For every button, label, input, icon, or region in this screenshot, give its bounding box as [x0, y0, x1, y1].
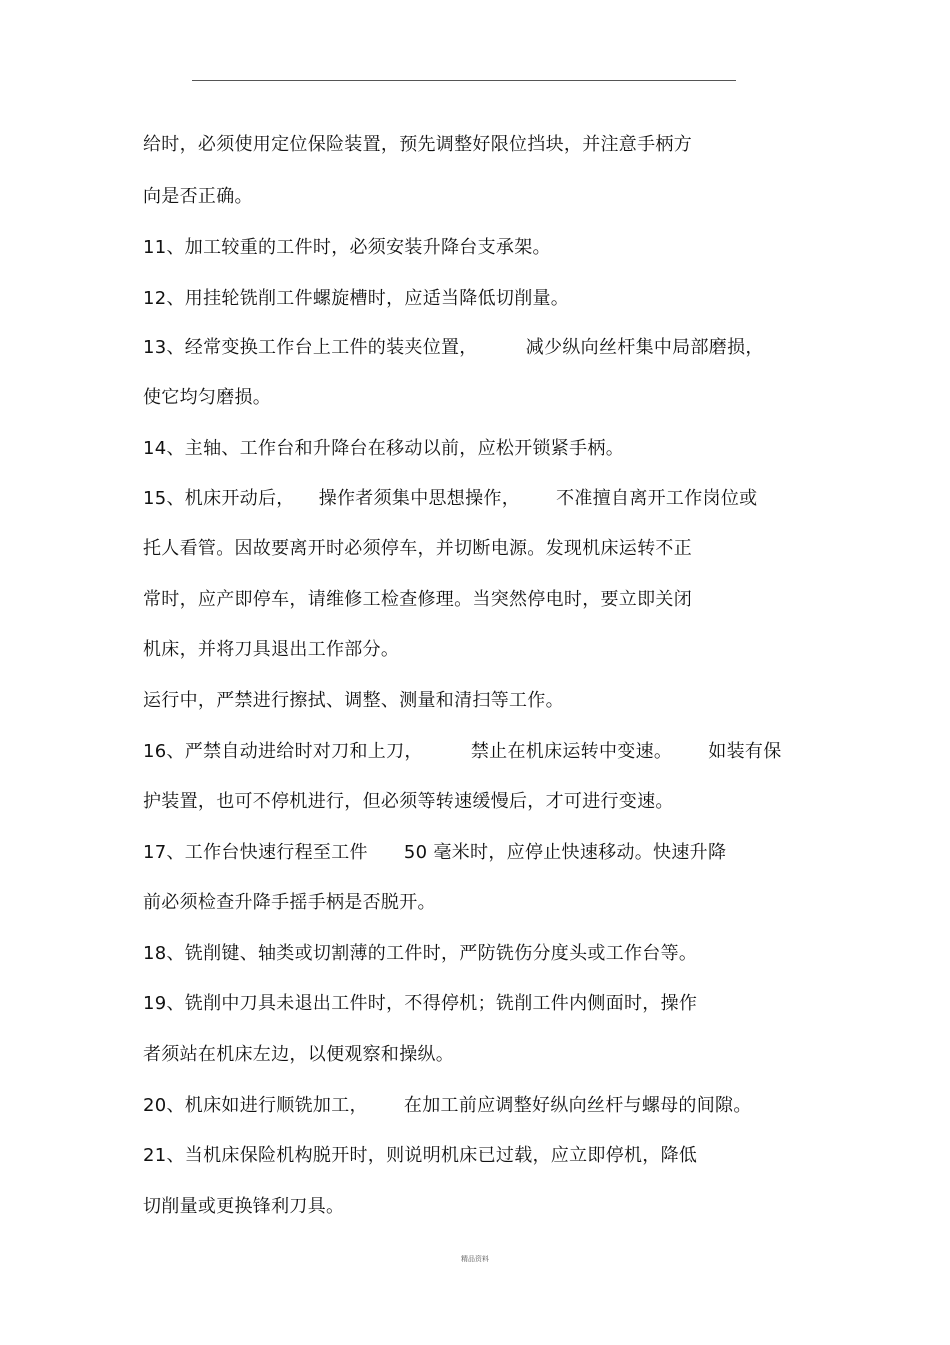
- text-line: 15、机床开动后， 操作者须集中思想操作， 不准擅自离开工作岗位或: [143, 488, 758, 509]
- text-line: 者须站在机床左边，以便观察和操纵。: [143, 1044, 455, 1065]
- header-rule: [192, 80, 736, 81]
- text-line: 托人看管。因故要离开时必须停车，并切断电源。发现机床运转不正: [143, 538, 692, 559]
- text-line: 14、主轴、工作台和升降台在移动以前，应松开锁紧手柄。: [143, 438, 625, 459]
- text-line: 21、当机床保险机构脱开时，则说明机床已过载，应立即停机，降低: [143, 1145, 698, 1166]
- text-line: 17、工作台快速行程至工件 50 毫米时，应停止快速移动。快速升降: [143, 842, 727, 863]
- text-line: 18、铣削键、轴类或切割薄的工件时，严防铣伤分度头或工作台等。: [143, 943, 698, 964]
- text-line: 20、机床如进行顺铣加工， 在加工前应调整好纵向丝杆与螺母的间隙。: [143, 1095, 752, 1116]
- text-line: 16、严禁自动进给时对刀和上刀， 禁止在机床运转中变速。 如装有保: [143, 741, 782, 762]
- text-line: 12、用挂轮铣削工件螺旋槽时，应适当降低切削量。: [143, 288, 570, 309]
- text-line: 使它均匀磨损。: [143, 387, 272, 408]
- text-line: 护装置，也可不停机进行，但必须等转速缓慢后，才可进行变速。: [143, 791, 674, 812]
- text-line: 切削量或更换锋利刀具。: [143, 1196, 345, 1217]
- text-line: 前必须检查升降手摇手柄是否脱开。: [143, 892, 436, 913]
- text-line: 向是否正确。: [143, 186, 253, 207]
- text-line: 给时，必须使用定位保险装置，预先调整好限位挡块，并注意手柄方: [143, 134, 692, 155]
- text-line: 13、经常变换工作台上工件的装夹位置， 减少纵向丝杆集中局部磨损，: [143, 337, 764, 358]
- text-line: 运行中，严禁进行擦拭、调整、测量和清扫等工作。: [143, 690, 564, 711]
- text-line: 机床，并将刀具退出工作部分。: [143, 639, 400, 660]
- text-line: 常时，应产即停车，请维修工检查修理。当突然停电时，要立即关闭: [143, 589, 692, 610]
- text-line: 19、铣削中刀具未退出工件时，不得停机；铣削工件内侧面时，操作: [143, 993, 698, 1014]
- text-line: 11、加工较重的工件时，必须安装升降台支承架。: [143, 237, 551, 258]
- page-footer: 精品资料: [461, 1255, 489, 1263]
